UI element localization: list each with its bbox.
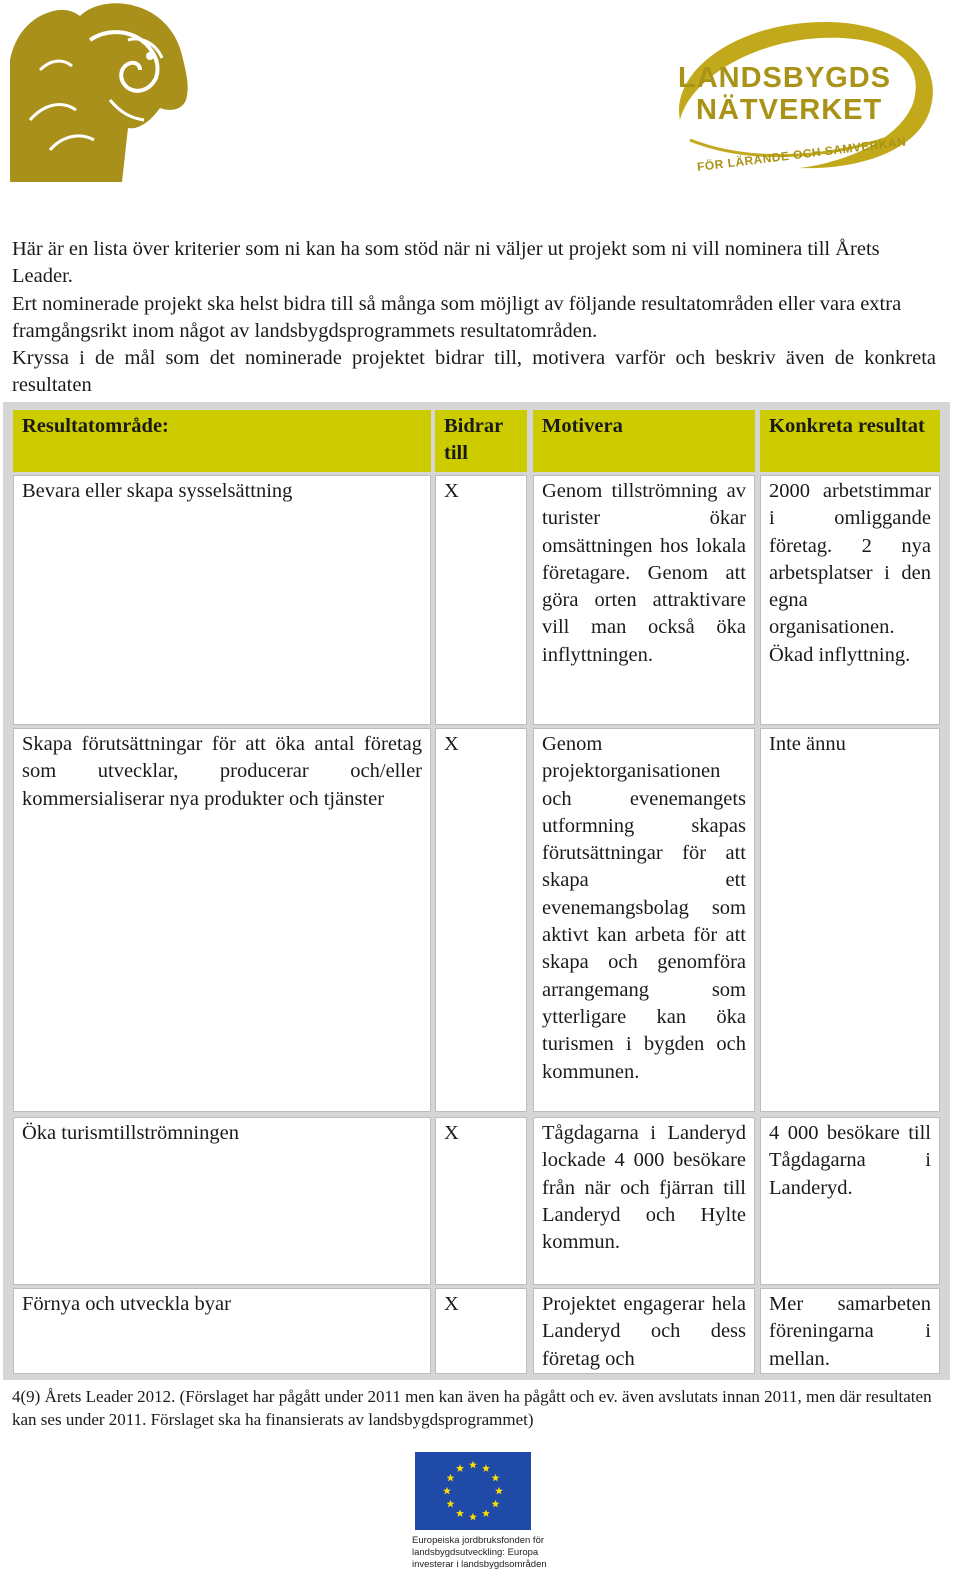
row2-results <box>760 728 940 1112</box>
eu-stars-icon <box>415 1452 531 1530</box>
eu-caption-line1: Europeiska jordbruksfonden för <box>412 1535 545 1546</box>
header-contributes-label: Bidrar till <box>444 415 503 465</box>
eu-star-icon <box>456 1509 464 1517</box>
criteria-table <box>3 402 950 1380</box>
logo-line1: LANDSBYGDS <box>678 62 892 94</box>
row3-motivate-text: Tågdagarna i Landeryd lockade 4 000 besökare från när och fjärran till Landeryd och Hylte kommun. <box>542 1122 746 1254</box>
row2-area-text: Skapa förutsättningar för att öka antal företag som utvecklar, producerar och/eller kommersialiserar nya produkter och tjänster <box>22 733 422 810</box>
row3-motivate <box>533 1117 755 1285</box>
row1-contributes <box>435 475 527 725</box>
row1-results <box>760 475 940 725</box>
eu-star-icon <box>443 1487 451 1495</box>
ram-logo-icon <box>10 0 190 182</box>
eu-star-icon <box>456 1464 464 1472</box>
row3-area <box>13 1117 431 1285</box>
intro-paragraph-3: Kryssa i de mål som det nominerade projektet bidrar till, motivera varför och beskriv även de konkreta resultaten <box>12 347 936 397</box>
row4-area-text: Förnya och utveckla byar <box>22 1293 231 1315</box>
footnote: 4(9) Årets Leader 2012. (Förslaget har pågått under 2011 men kan även ha pågått och ev. även avslutats innan 2011, men där resultaten kan ses under 2011. Förslaget ska ha finansierats av landsbygdsprogrammet) <box>12 1387 932 1429</box>
intro-text <box>12 236 936 400</box>
row2-area <box>13 728 431 1112</box>
eu-star-icon <box>492 1500 500 1508</box>
landsbygdsnatverket-logo <box>660 10 950 190</box>
eu-star-icon <box>446 1474 454 1482</box>
row4-motivate-text: Projektet engagerar hela Landeryd och dess företag och <box>542 1293 746 1370</box>
eu-star-icon <box>469 1513 477 1521</box>
eu-caption-line2: landsbygdsutveckling: Europa <box>412 1547 539 1558</box>
intro-paragraph-2: Ert nominerade projekt ska helst bidra till så många som möjligt av följande resultatområden eller vara extra framgångsrikt inom något av landsbygdsprogrammets resultatområden. <box>12 292 902 342</box>
row4-area <box>13 1288 431 1374</box>
eu-logo <box>412 1452 547 1581</box>
header-resultatomrade <box>13 410 431 472</box>
row2-contributes <box>435 728 527 1112</box>
header-bidrar-till <box>435 410 527 472</box>
row1-results-text: 2000 arbetstimmar i omliggande företag. 2 nya arbetsplatser i den egna organisationen. Ökad inflyttning. <box>769 480 931 666</box>
eu-flag-icon <box>415 1452 531 1530</box>
row2-motivate-text: Genom projektorganisationen och evenemangets utformning skapas förutsättningar för att skapa ett evenemangsbolag som aktivt kan arbeta för att skapa och genomföra arrangemang som ytterligare kan öka turismen i bygden och kommunen. <box>542 733 746 1083</box>
row3-area-text: Öka turismtillströmningen <box>22 1122 239 1144</box>
row3-results-text: 4 000 besökare till Tågdagarna i Landeryd. <box>769 1122 931 1199</box>
row4-results <box>760 1288 940 1374</box>
logo-tagline: FÖR LÄRANDE OCH SAMVERKAN <box>696 134 907 174</box>
row4-contributes-mark: X <box>444 1293 459 1315</box>
page-header <box>0 0 960 200</box>
row2-motivate <box>533 728 755 1112</box>
row1-area-text: Bevara eller skapa sysselsättning <box>22 480 293 502</box>
eu-caption <box>412 1535 547 1571</box>
row1-motivate <box>533 475 755 725</box>
row3-results <box>760 1117 940 1285</box>
eu-star-icon <box>446 1500 454 1508</box>
eu-star-icon <box>482 1509 490 1517</box>
header-motivera <box>533 410 755 472</box>
eu-star-icon <box>492 1474 500 1482</box>
row1-motivate-text: Genom tillströmning av turister ökar omsättningen hos lokala företagare. Genom att göra orten attraktivare vill man också öka inflyttningen. <box>542 480 746 666</box>
row4-motivate <box>533 1288 755 1374</box>
row4-contributes <box>435 1288 527 1374</box>
row1-contributes-mark: X <box>444 480 459 502</box>
intro-paragraph-1: Här är en lista över kriterier som ni kan ha som stöd när ni väljer ut projekt som ni vill nominera till Årets Leader. <box>12 238 880 288</box>
row3-contributes <box>435 1117 527 1285</box>
eu-caption-line3: investerar i landsbygdsområden <box>412 1559 547 1570</box>
eu-star-icon <box>482 1464 490 1472</box>
row4-results-text: Mer samarbeten föreningarna i mellan. <box>769 1293 931 1370</box>
row1-area <box>13 475 431 725</box>
logo-line2: NÄTVERKET <box>696 94 883 126</box>
eu-star-icon <box>469 1461 477 1469</box>
row2-contributes-mark: X <box>444 733 459 755</box>
header-konkreta-resultat <box>760 410 940 472</box>
header-area-label: Resultatområde: <box>22 415 169 437</box>
row3-contributes-mark: X <box>444 1122 459 1144</box>
row2-results-text: Inte ännu <box>769 733 846 755</box>
header-motivate-label: Motivera <box>542 415 623 437</box>
eu-star-icon <box>495 1487 503 1495</box>
header-results-label: Konkreta resultat <box>769 415 925 437</box>
